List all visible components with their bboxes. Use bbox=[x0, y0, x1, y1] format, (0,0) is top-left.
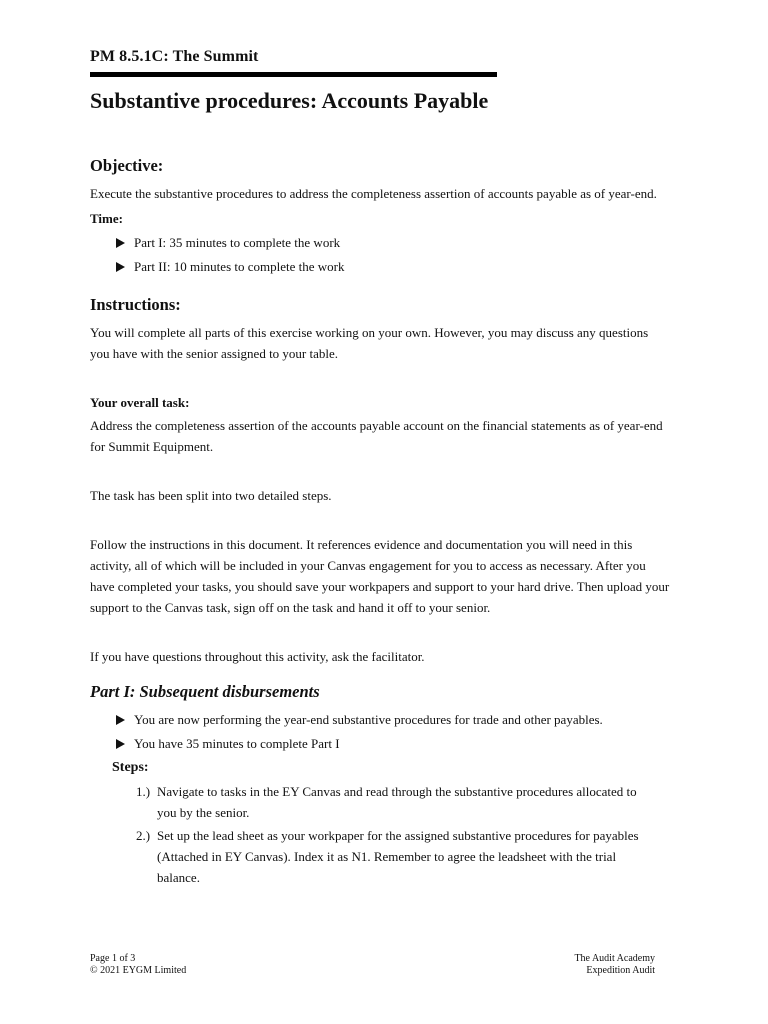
footer-left bbox=[90, 953, 186, 977]
list-item: Part I: 35 minutes to complete the work bbox=[116, 232, 670, 253]
page-title: Substantive procedures: Accounts Payable bbox=[90, 88, 489, 113]
document-code: PM 8.5.1C: The Summit bbox=[90, 48, 259, 65]
triangle-bullet-icon bbox=[116, 715, 125, 725]
page-number: Page 1 of 3 bbox=[90, 953, 136, 964]
header-rule bbox=[90, 72, 497, 77]
instructions-intro: You will complete all parts of this exercise working on your own. However, you may discuss any questions you have with the senior assigned to your table. bbox=[90, 325, 649, 361]
questions-text: If you have questions throughout this activity, ask the facilitator. bbox=[90, 649, 425, 664]
footer-org: The Audit Academy bbox=[574, 953, 655, 964]
copyright: © 2021 EYGM Limited bbox=[90, 965, 187, 976]
triangle-bullet-icon bbox=[116, 262, 125, 272]
objective-heading: Objective: bbox=[90, 156, 164, 175]
follow-text: Follow the instructions in this document. It references evidence and documentation you will need in this activity, all of which will be included in your Canvas engagement for you to access as necessary. After you have completed your tasks, you should save your workpapers and support to your hard drive. Then upload your support to the Canvas task, sign off on the task and hand it off to your senior. bbox=[90, 537, 670, 615]
footer-program: Expedition Audit bbox=[586, 965, 655, 976]
triangle-bullet-icon bbox=[116, 238, 125, 248]
time-list bbox=[90, 232, 670, 277]
footer-right bbox=[574, 953, 655, 977]
list-item: Part II: 10 minutes to complete the work bbox=[116, 256, 670, 277]
step-item: 1.) Navigate to tasks in the EY Canvas and read through the substantive procedures allocated to you by the senior. bbox=[136, 784, 637, 820]
overall-task-text: Address the completeness assertion of the accounts payable account on the financial statements as of year-end for Summit Equipment. bbox=[90, 418, 663, 454]
list-item: You are now performing the year-end substantive procedures for trade and other payables. bbox=[116, 709, 670, 730]
instructions-heading: Instructions: bbox=[90, 295, 181, 314]
part1-bullets bbox=[90, 709, 670, 754]
part1-heading: Part I: Subsequent disbursements bbox=[90, 682, 320, 701]
list-item: You have 35 minutes to complete Part I bbox=[116, 733, 670, 754]
split-text: The task has been split into two detailed steps. bbox=[90, 488, 332, 503]
document-body bbox=[90, 155, 670, 890]
steps-label: Steps: bbox=[112, 760, 149, 775]
triangle-bullet-icon bbox=[116, 739, 125, 749]
steps-list bbox=[90, 781, 670, 888]
overall-task-label: Your overall task: bbox=[90, 395, 190, 410]
step-item: 2.) Set up the lead sheet as your workpaper for the assigned substantive procedures for payables (Attached in EY Canvas). Index it as N1. Remember to agree the leadsheet with the trial balance. bbox=[136, 828, 639, 885]
time-label: Time: bbox=[90, 211, 123, 226]
objective-text: Execute the substantive procedures to address the completeness assertion of accounts payable as of year-end. bbox=[90, 186, 657, 201]
